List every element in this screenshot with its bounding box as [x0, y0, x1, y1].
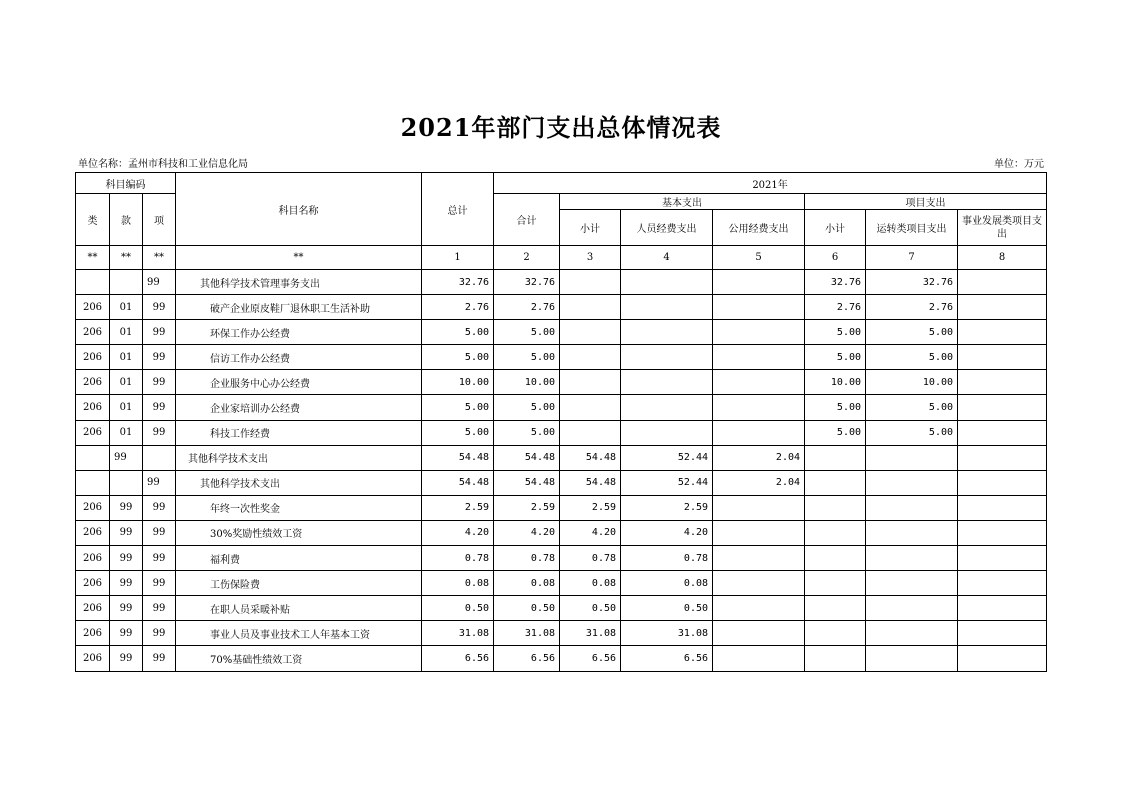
cell-c7 [866, 546, 958, 571]
cell-kuan: 01 [110, 420, 143, 445]
cell-c6: 5.00 [805, 420, 866, 445]
cell-c8 [958, 520, 1047, 545]
cell-c6: 5.00 [805, 395, 866, 420]
cell-lei [76, 445, 110, 470]
cell-c5 [713, 295, 805, 320]
cell-c7: 10.00 [866, 370, 958, 395]
cell-c7 [866, 621, 958, 646]
col-index-4: 4 [621, 246, 713, 270]
table-row [76, 370, 1047, 395]
cell-c4 [621, 345, 713, 370]
cell-lei: 206 [76, 395, 110, 420]
header-year: 2021年 [494, 173, 1047, 194]
cell-name: 福利费 [176, 546, 422, 571]
cell-c4: 4.20 [621, 520, 713, 545]
cell-name: 事业人员及事业技术工人年基本工资 [176, 621, 422, 646]
star-name: ** [176, 246, 422, 270]
header-ops: 运转类项目支出 [866, 210, 958, 246]
cell-name: 其他科学技术管理事务支出 [176, 270, 422, 295]
cell-kuan [110, 470, 143, 495]
cell-name: 破产企业原皮鞋厂退休职工生活补助 [176, 295, 422, 320]
cell-c4: 52.44 [621, 445, 713, 470]
cell-c6 [805, 445, 866, 470]
cell-kuan: 01 [110, 295, 143, 320]
cell-lei: 206 [76, 370, 110, 395]
cell-c5 [713, 621, 805, 646]
cell-c2: 0.78 [494, 546, 560, 571]
cell-c8 [958, 370, 1047, 395]
cell-c6 [805, 571, 866, 596]
cell-c7: 5.00 [866, 320, 958, 345]
cell-c8 [958, 470, 1047, 495]
cell-xiang: 99 [143, 345, 176, 370]
cell-lei: 206 [76, 320, 110, 345]
cell-name: 其他科学技术支出 [176, 445, 422, 470]
cell-xiang: 99 [143, 270, 176, 295]
cell-c3: 0.08 [560, 571, 621, 596]
cell-c3 [560, 270, 621, 295]
cell-c6 [805, 646, 866, 671]
cell-c4 [621, 320, 713, 345]
cell-c4 [621, 395, 713, 420]
cell-c4: 0.08 [621, 571, 713, 596]
cell-c4: 0.78 [621, 546, 713, 571]
cell-name: 环保工作办公经费 [176, 320, 422, 345]
cell-c7: 2.76 [866, 295, 958, 320]
star-kuan: ** [110, 246, 143, 270]
cell-xiang: 99 [143, 596, 176, 621]
cell-xiang: 99 [143, 571, 176, 596]
cell-c8 [958, 646, 1047, 671]
star-lei: ** [76, 246, 110, 270]
col-index-7: 7 [866, 246, 958, 270]
cell-c7: 32.76 [866, 270, 958, 295]
star-xiang: ** [143, 246, 176, 270]
cell-c1: 5.00 [422, 320, 494, 345]
cell-c3 [560, 295, 621, 320]
cell-c7 [866, 470, 958, 495]
cell-c3 [560, 395, 621, 420]
cell-name: 30%奖励性绩效工资 [176, 520, 422, 545]
cell-c5 [713, 495, 805, 520]
cell-c2: 4.20 [494, 520, 560, 545]
cell-c4: 6.56 [621, 646, 713, 671]
cell-lei: 206 [76, 546, 110, 571]
cell-kuan [110, 270, 143, 295]
cell-c2: 10.00 [494, 370, 560, 395]
cell-c8 [958, 395, 1047, 420]
cell-c5 [713, 320, 805, 345]
cell-c5 [713, 546, 805, 571]
table-row [76, 270, 1047, 295]
cell-c7 [866, 646, 958, 671]
cell-c8 [958, 495, 1047, 520]
cell-c8 [958, 345, 1047, 370]
table-row [76, 320, 1047, 345]
cell-c1: 5.00 [422, 395, 494, 420]
cell-c6: 5.00 [805, 320, 866, 345]
cell-c1: 54.48 [422, 470, 494, 495]
cell-c1: 5.00 [422, 420, 494, 445]
cell-c2: 32.76 [494, 270, 560, 295]
cell-name: 科技工作经费 [176, 420, 422, 445]
cell-c2: 5.00 [494, 395, 560, 420]
cell-c5 [713, 345, 805, 370]
header-basic: 基本支出 [560, 194, 805, 210]
header-name: 科目名称 [176, 173, 422, 246]
cell-xiang: 99 [143, 646, 176, 671]
cell-c1: 2.59 [422, 495, 494, 520]
table-row [76, 420, 1047, 445]
cell-c3: 4.20 [560, 520, 621, 545]
cell-c5: 2.04 [713, 470, 805, 495]
cell-kuan: 99 [110, 621, 143, 646]
cell-c2: 2.59 [494, 495, 560, 520]
cell-c2: 5.00 [494, 320, 560, 345]
cell-c7: 5.00 [866, 345, 958, 370]
cell-xiang: 99 [143, 420, 176, 445]
cell-c2: 54.48 [494, 470, 560, 495]
cell-c8 [958, 546, 1047, 571]
cell-c3: 0.50 [560, 596, 621, 621]
cell-kuan: 01 [110, 345, 143, 370]
cell-c5: 2.04 [713, 445, 805, 470]
header-sum: 合计 [494, 194, 560, 246]
cell-c1: 31.08 [422, 621, 494, 646]
cell-lei: 206 [76, 596, 110, 621]
table-row [76, 395, 1047, 420]
cell-c5 [713, 395, 805, 420]
cell-kuan: 99 [110, 571, 143, 596]
cell-c2: 5.00 [494, 420, 560, 445]
cell-c1: 0.50 [422, 596, 494, 621]
cell-lei: 206 [76, 520, 110, 545]
cell-xiang: 99 [143, 295, 176, 320]
cell-c2: 0.50 [494, 596, 560, 621]
cell-c6 [805, 470, 866, 495]
col-index-1: 1 [422, 246, 494, 270]
cell-c4 [621, 295, 713, 320]
cell-c1: 0.78 [422, 546, 494, 571]
cell-c2: 31.08 [494, 621, 560, 646]
cell-c3 [560, 370, 621, 395]
cell-kuan: 99 [110, 445, 143, 470]
unit-name-label: 单位名称：孟州市科技和工业信息化局 [78, 159, 248, 170]
cell-kuan: 99 [110, 646, 143, 671]
cell-c5 [713, 596, 805, 621]
cell-name: 其他科学技术支出 [176, 470, 422, 495]
cell-c8 [958, 571, 1047, 596]
cell-xiang: 99 [143, 320, 176, 345]
cell-c8 [958, 596, 1047, 621]
table-row [76, 495, 1047, 520]
cell-xiang: 99 [143, 546, 176, 571]
cell-xiang: 99 [143, 370, 176, 395]
header-kuan: 款 [110, 194, 143, 246]
cell-c6 [805, 621, 866, 646]
cell-c4 [621, 420, 713, 445]
cell-lei: 206 [76, 621, 110, 646]
cell-c5 [713, 520, 805, 545]
cell-xiang: 99 [143, 621, 176, 646]
cell-c3 [560, 345, 621, 370]
cell-lei [76, 270, 110, 295]
cell-lei: 206 [76, 646, 110, 671]
table-row [76, 571, 1047, 596]
cell-c2: 54.48 [494, 445, 560, 470]
col-index-2: 2 [494, 246, 560, 270]
cell-kuan: 01 [110, 320, 143, 345]
cell-lei: 206 [76, 420, 110, 445]
cell-c2: 5.00 [494, 345, 560, 370]
cell-c8 [958, 295, 1047, 320]
table-row [76, 546, 1047, 571]
cell-c2: 0.08 [494, 571, 560, 596]
cell-lei: 206 [76, 571, 110, 596]
cell-c8 [958, 320, 1047, 345]
cell-c6 [805, 596, 866, 621]
cell-c3: 6.56 [560, 646, 621, 671]
cell-c5 [713, 370, 805, 395]
cell-c8 [958, 420, 1047, 445]
col-index-8: 8 [958, 246, 1047, 270]
cell-c7 [866, 571, 958, 596]
cell-lei: 206 [76, 345, 110, 370]
cell-c6 [805, 495, 866, 520]
cell-c4: 52.44 [621, 470, 713, 495]
cell-c1: 2.76 [422, 295, 494, 320]
cell-c7: 5.00 [866, 420, 958, 445]
cell-name: 企业服务中心办公经费 [176, 370, 422, 395]
cell-c5 [713, 420, 805, 445]
table-row [76, 621, 1047, 646]
cell-c2: 2.76 [494, 295, 560, 320]
cell-c1: 10.00 [422, 370, 494, 395]
cell-kuan: 99 [110, 546, 143, 571]
cell-c4: 31.08 [621, 621, 713, 646]
cell-name: 信访工作办公经费 [176, 345, 422, 370]
cell-lei [76, 470, 110, 495]
cell-c7 [866, 596, 958, 621]
cell-c3: 54.48 [560, 445, 621, 470]
header-project-subtotal: 小计 [805, 210, 866, 246]
cell-c1: 54.48 [422, 445, 494, 470]
cell-lei: 206 [76, 495, 110, 520]
cell-xiang [143, 445, 176, 470]
table-row [76, 295, 1047, 320]
cell-c1: 5.00 [422, 345, 494, 370]
cell-c2: 6.56 [494, 646, 560, 671]
col-index-3: 3 [560, 246, 621, 270]
header-lei: 类 [76, 194, 110, 246]
cell-c6: 32.76 [805, 270, 866, 295]
cell-name: 在职人员采暖补贴 [176, 596, 422, 621]
table-row [76, 345, 1047, 370]
page-title: 2021年部门支出总体情况表 [400, 113, 722, 142]
expenditure-table [75, 172, 1047, 672]
cell-c6 [805, 520, 866, 545]
cell-c5 [713, 571, 805, 596]
currency-unit-label: 单位：万元 [994, 159, 1044, 170]
cell-c8 [958, 445, 1047, 470]
cell-name: 年终一次性奖金 [176, 495, 422, 520]
cell-c5 [713, 646, 805, 671]
cell-lei: 206 [76, 295, 110, 320]
cell-c7: 5.00 [866, 395, 958, 420]
cell-c7 [866, 445, 958, 470]
cell-c5 [713, 270, 805, 295]
cell-c1: 4.20 [422, 520, 494, 545]
table-row [76, 520, 1047, 545]
table-row [76, 470, 1047, 495]
cell-c4 [621, 270, 713, 295]
header-dev: 事业发展类项目支出 [958, 210, 1047, 246]
cell-c7 [866, 495, 958, 520]
cell-name: 企业家培训办公经费 [176, 395, 422, 420]
col-index-6: 6 [805, 246, 866, 270]
cell-kuan: 01 [110, 370, 143, 395]
cell-c3: 0.78 [560, 546, 621, 571]
cell-c3: 54.48 [560, 470, 621, 495]
table-row [76, 596, 1047, 621]
cell-xiang: 99 [143, 395, 176, 420]
cell-kuan: 99 [110, 596, 143, 621]
cell-c4 [621, 370, 713, 395]
cell-c6: 5.00 [805, 345, 866, 370]
header-public: 公用经费支出 [713, 210, 805, 246]
cell-xiang: 99 [143, 495, 176, 520]
cell-c1: 32.76 [422, 270, 494, 295]
cell-c6: 10.00 [805, 370, 866, 395]
cell-c8 [958, 621, 1047, 646]
cell-c1: 0.08 [422, 571, 494, 596]
header-personnel: 人员经费支出 [621, 210, 713, 246]
cell-name: 工伤保险费 [176, 571, 422, 596]
cell-kuan: 01 [110, 395, 143, 420]
cell-name: 70%基础性绩效工资 [176, 646, 422, 671]
cell-c3: 2.59 [560, 495, 621, 520]
cell-c1: 6.56 [422, 646, 494, 671]
header-basic-subtotal: 小计 [560, 210, 621, 246]
cell-c3 [560, 320, 621, 345]
header-code: 科目编码 [76, 173, 176, 194]
cell-c4: 0.50 [621, 596, 713, 621]
header-xiang: 项 [143, 194, 176, 246]
table-row [76, 445, 1047, 470]
cell-c3: 31.08 [560, 621, 621, 646]
cell-xiang: 99 [143, 520, 176, 545]
cell-kuan: 99 [110, 520, 143, 545]
cell-c6 [805, 546, 866, 571]
header-total: 总计 [422, 173, 494, 246]
col-index-5: 5 [713, 246, 805, 270]
cell-c7 [866, 520, 958, 545]
cell-c4: 2.59 [621, 495, 713, 520]
header-project: 项目支出 [805, 194, 1047, 210]
cell-c6: 2.76 [805, 295, 866, 320]
cell-c8 [958, 270, 1047, 295]
table-row [76, 646, 1047, 671]
cell-kuan: 99 [110, 495, 143, 520]
cell-xiang: 99 [143, 470, 176, 495]
cell-c3 [560, 420, 621, 445]
